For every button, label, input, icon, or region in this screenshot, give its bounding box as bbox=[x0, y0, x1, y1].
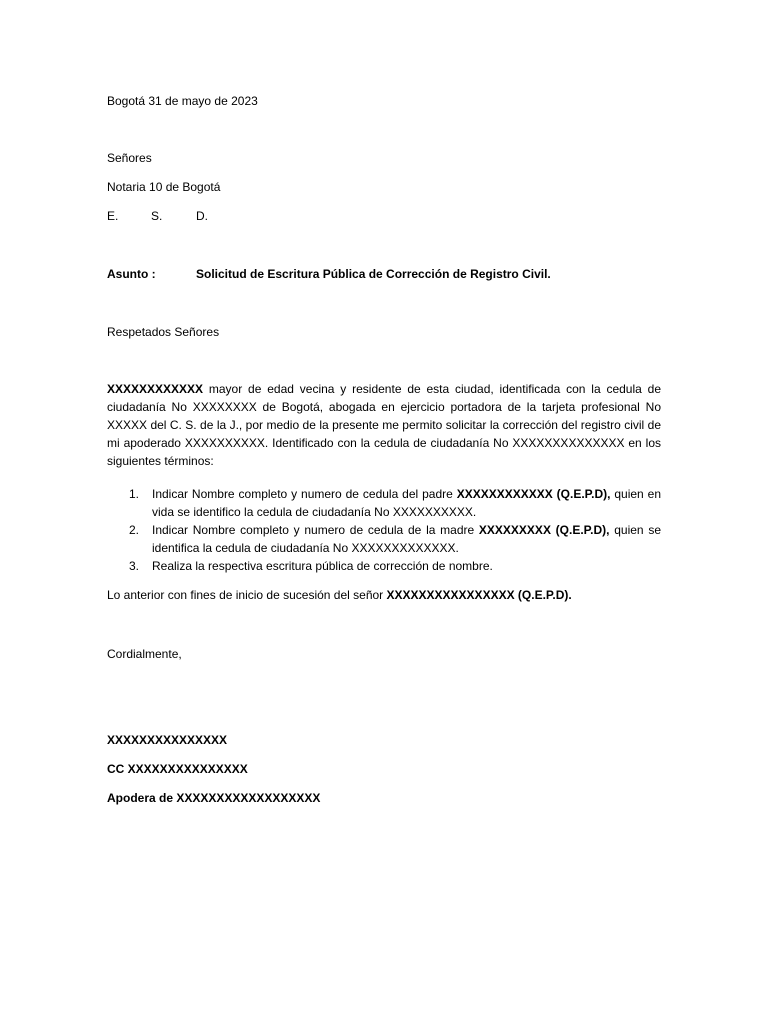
list-number: 1. bbox=[129, 487, 140, 501]
list-number: 3. bbox=[129, 559, 140, 573]
item-text-after: quien en vida se identifico la cedula de ciudadanía No XXXXXXXXXX. bbox=[152, 487, 661, 519]
list-number: 2. bbox=[129, 523, 140, 537]
closing-bold-text: XXXXXXXXXXXXXXXX (Q.E.P.D). bbox=[386, 588, 572, 602]
recipient-salutation: Señores bbox=[107, 151, 152, 165]
list-item bbox=[107, 485, 661, 521]
item-text: Realiza la respectiva escritura pública de corrección de nombre. bbox=[152, 559, 493, 573]
item-text-after: quien se identifica la cedula de ciudadanía No XXXXXXXXXXXXX. bbox=[152, 523, 662, 555]
signature-cc: CC XXXXXXXXXXXXXXX bbox=[107, 762, 248, 776]
valediction: Cordialmente, bbox=[107, 647, 182, 661]
terms-list bbox=[107, 485, 661, 575]
item-bold-text: XXXXXXXXXXXX (Q.E.P.D), bbox=[456, 487, 611, 501]
closing-text: Lo anterior con fines de inicio de sucesión del señor bbox=[107, 588, 387, 602]
subject-line bbox=[107, 265, 551, 283]
item-bold-text: XXXXXXXXX (Q.E.P.D), bbox=[478, 523, 610, 537]
recipient-office: Notaria 10 de Bogotá bbox=[107, 180, 221, 194]
letter-date: Bogotá 31 de mayo de 2023 bbox=[107, 94, 258, 108]
closing-sentence bbox=[107, 586, 572, 604]
list-item bbox=[107, 521, 661, 557]
subject-label: Asunto : bbox=[107, 267, 156, 281]
salutation: Respetados Señores bbox=[107, 325, 220, 339]
body-text: mayor de edad vecina y residente de esta ciudad, identificada con la cedula de ciudadanía No XXXXXXXX de Bogotá, abogada en ejercicio portadora de la tarjeta profesional No XXXXX del C. S. de la J., por medio de la presente me permito solicitar la corrección del registro civil de mi apoderado XXXXXXXXXX. Identificado con la cedula de ciudadanía No XXXXXXXXXXXXXX en los siguientes términos: bbox=[107, 382, 661, 468]
signature-name: XXXXXXXXXXXXXXX bbox=[107, 733, 228, 747]
item-text: Indicar Nombre completo y numero de cedula de la madre bbox=[152, 523, 479, 537]
esd-abbreviation bbox=[107, 207, 208, 225]
esd-e: E. bbox=[107, 209, 119, 223]
esd-d: D. bbox=[196, 209, 208, 223]
list-item bbox=[107, 557, 661, 575]
client-name: XXXXXXXXXXXX bbox=[107, 382, 204, 396]
subject-text: Solicitud de Escritura Pública de Corrección de Registro Civil. bbox=[196, 267, 551, 281]
esd-s: S. bbox=[151, 209, 163, 223]
item-text: Indicar Nombre completo y numero de cedula del padre bbox=[152, 487, 457, 501]
body-paragraph bbox=[107, 380, 661, 470]
signature-role: Apodera de XXXXXXXXXXXXXXXXXX bbox=[107, 791, 321, 805]
